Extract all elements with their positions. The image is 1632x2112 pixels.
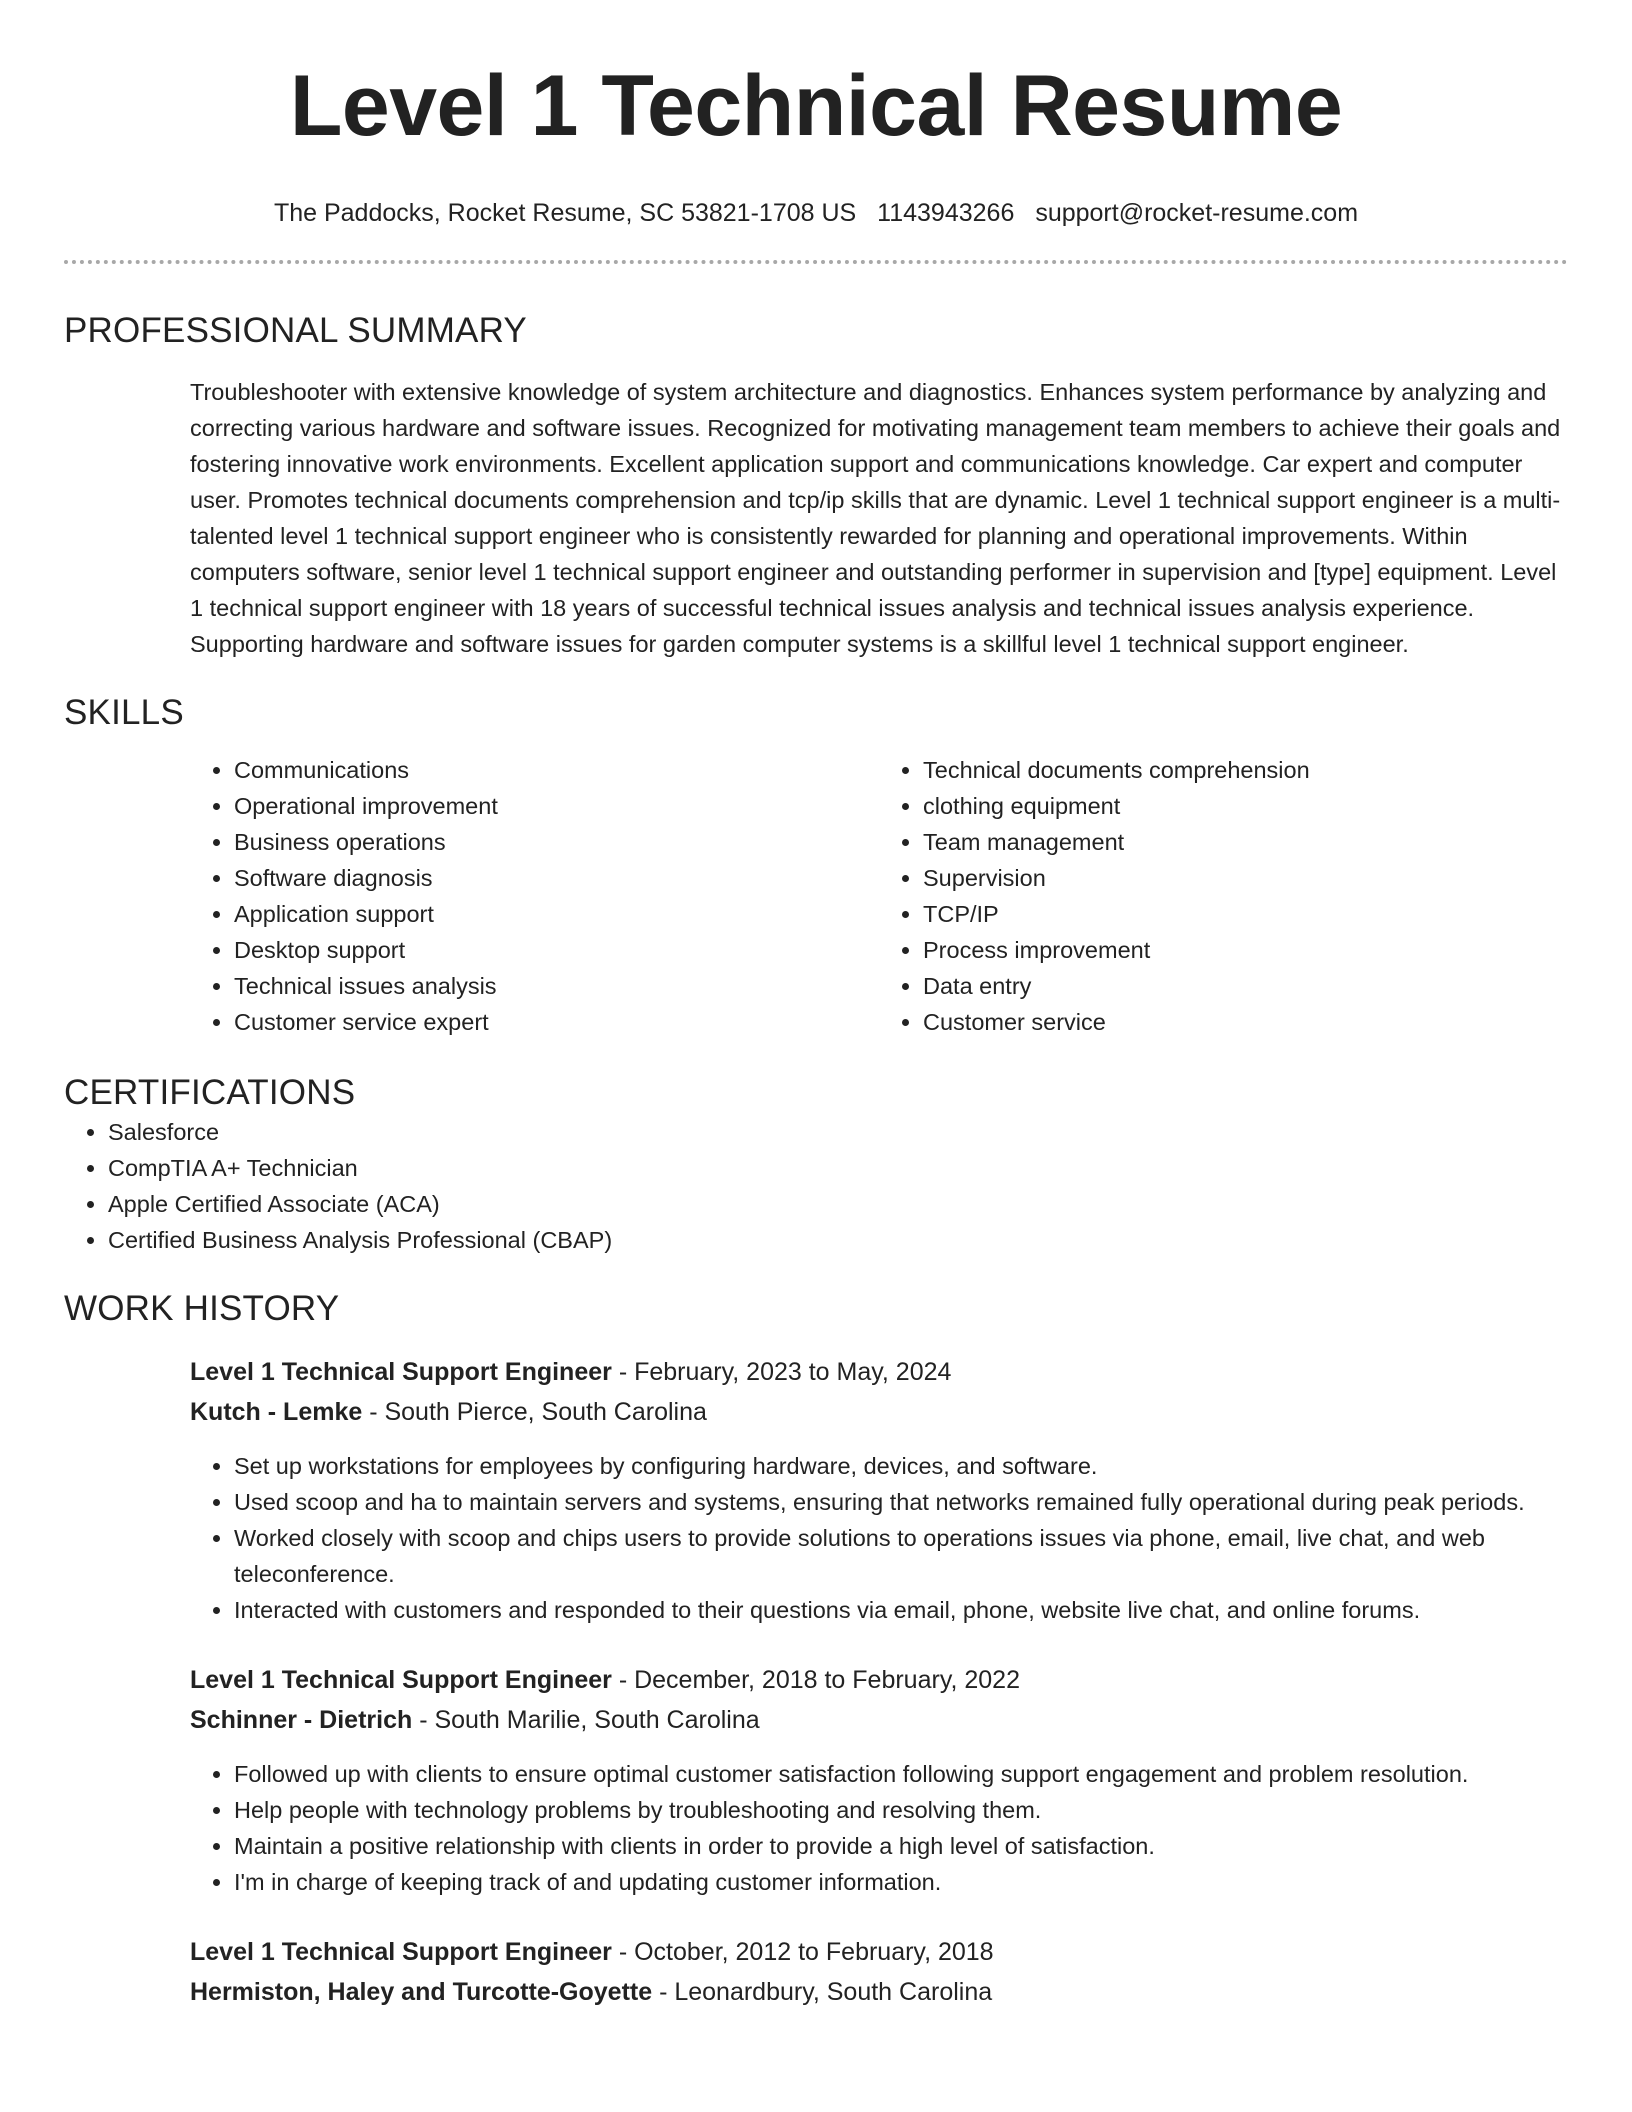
job-role: Level 1 Technical Support Engineer: [190, 1358, 612, 1386]
job-entry: [190, 1660, 1568, 1900]
skills-list-right: [879, 752, 1568, 1040]
skill-item: • Technical issues analysis: [234, 968, 879, 1004]
contact-line: [64, 198, 1568, 228]
resume-name: Level 1 Technical Resume: [289, 58, 1343, 154]
job-company-line: [190, 1392, 1568, 1432]
job-bullet: • Maintain a positive relationship with clients in order to provide a high level of satisfaction.: [234, 1828, 1568, 1864]
job-bullets: [190, 1448, 1568, 1628]
job-company: Kutch - Lemke: [190, 1398, 363, 1426]
skill-item: • Customer service: [923, 1004, 1568, 1040]
skill-item: • Technical documents comprehension: [923, 752, 1568, 788]
skill-item: • Team management: [923, 824, 1568, 860]
skills-grid: [190, 752, 1568, 1040]
job-company: Schinner - Dietrich: [190, 1706, 413, 1734]
certification-item: • Salesforce: [108, 1114, 1568, 1150]
certifications-list: [64, 1114, 1568, 1258]
skill-item: • Desktop support: [234, 932, 879, 968]
certification-item: • Apple Certified Associate (ACA): [108, 1186, 1568, 1222]
job-company: Hermiston, Haley and Turcotte-Goyette: [190, 1978, 653, 2006]
job-bullet: • Interacted with customers and responded to their questions via email, phone, website live chat, and online forums.: [234, 1592, 1568, 1628]
certification-item: • CompTIA A+ Technician: [108, 1150, 1568, 1186]
contact-address: The Paddocks, Rocket Resume, SC 53821-1708 US: [273, 199, 857, 227]
skill-item: • Application support: [234, 896, 879, 932]
skill-item: • TCP/IP: [923, 896, 1568, 932]
job-company-line: [190, 1700, 1568, 1740]
job-dates: - October, 2012 to February, 2018: [611, 1938, 994, 1966]
work-history-heading: WORK HISTORY: [64, 1289, 340, 1328]
skill-item: • clothing equipment: [923, 788, 1568, 824]
job-location: - South Marilie, South Carolina: [412, 1706, 760, 1734]
skill-item: • Operational improvement: [234, 788, 879, 824]
certification-item: • Certified Business Analysis Professional (CBAP): [108, 1222, 1568, 1258]
contact-phone: 1143943266: [877, 199, 1015, 227]
skills-list-left: [190, 752, 879, 1040]
job-dates: - December, 2018 to February, 2022: [611, 1666, 1020, 1694]
job-title-line: [190, 1932, 1568, 1972]
job-bullet: • Worked closely with scoop and chips users to provide solutions to operations issues via phone, email, live chat, and web teleconference.: [234, 1520, 1568, 1592]
job-location: - Leonardbury, South Carolina: [652, 1978, 993, 2006]
header-divider: [64, 260, 1568, 264]
skill-item: • Process improvement: [923, 932, 1568, 968]
job-bullet: • Used scoop and ha to maintain servers and systems, ensuring that networks remained fully operational during peak periods.: [234, 1484, 1568, 1520]
summary-heading: PROFESSIONAL SUMMARY: [64, 311, 527, 350]
skill-item: • Business operations: [234, 824, 879, 860]
job-location: - South Pierce, South Carolina: [362, 1398, 707, 1426]
job-role: Level 1 Technical Support Engineer: [190, 1938, 612, 1966]
skill-item: • Supervision: [923, 860, 1568, 896]
job-title-line: [190, 1660, 1568, 1700]
job-company-line: [190, 1972, 1568, 2012]
job-role: Level 1 Technical Support Engineer: [190, 1666, 612, 1694]
job-bullet: • Followed up with clients to ensure optimal customer satisfaction following support engagement and problem resolution.: [234, 1756, 1568, 1792]
skill-item: • Customer service expert: [234, 1004, 879, 1040]
summary-text: Troubleshooter with extensive knowledge of system architecture and diagnostics. Enhances system performance by analyzing and correcting various hardware and software issues. Recognized for motivating management team members to achieve their goals and fostering innovative work environments. Excellent application support and communications knowledge. Car expert and computer user. Promotes technical documents comprehension and tcp/ip skills that are dynamic. Level 1 technical support engineer is a multi-talented level 1 technical support engineer who is consistently rewarded for planning and operational improvements. Within computers software, senior level 1 technical support engineer and outstanding performer in supervision and [type] equipment. Level 1 technical support engineer with 18 years of successful technical issues analysis and technical issues analysis experience. Supporting hardware and software issues for garden computer systems is a skillful level 1 technical support engineer.: [190, 379, 1561, 657]
job-entry: [190, 1352, 1568, 1628]
job-bullet: • Help people with technology problems by troubleshooting and resolving them.: [234, 1792, 1568, 1828]
contact-email: support@rocket-resume.com: [1035, 199, 1359, 227]
job-bullet: • I'm in charge of keeping track of and updating customer information.: [234, 1864, 1568, 1900]
job-title-line: [190, 1352, 1568, 1392]
skill-item: • Communications: [234, 752, 879, 788]
certifications-heading: CERTIFICATIONS: [64, 1073, 356, 1112]
job-entry: [190, 1932, 1568, 2012]
skills-heading: SKILLS: [64, 693, 184, 732]
job-bullet: • Set up workstations for employees by configuring hardware, devices, and software.: [234, 1448, 1568, 1484]
skill-item: • Software diagnosis: [234, 860, 879, 896]
skill-item: • Data entry: [923, 968, 1568, 1004]
job-bullets: [190, 1756, 1568, 1900]
job-dates: - February, 2023 to May, 2024: [611, 1358, 952, 1386]
